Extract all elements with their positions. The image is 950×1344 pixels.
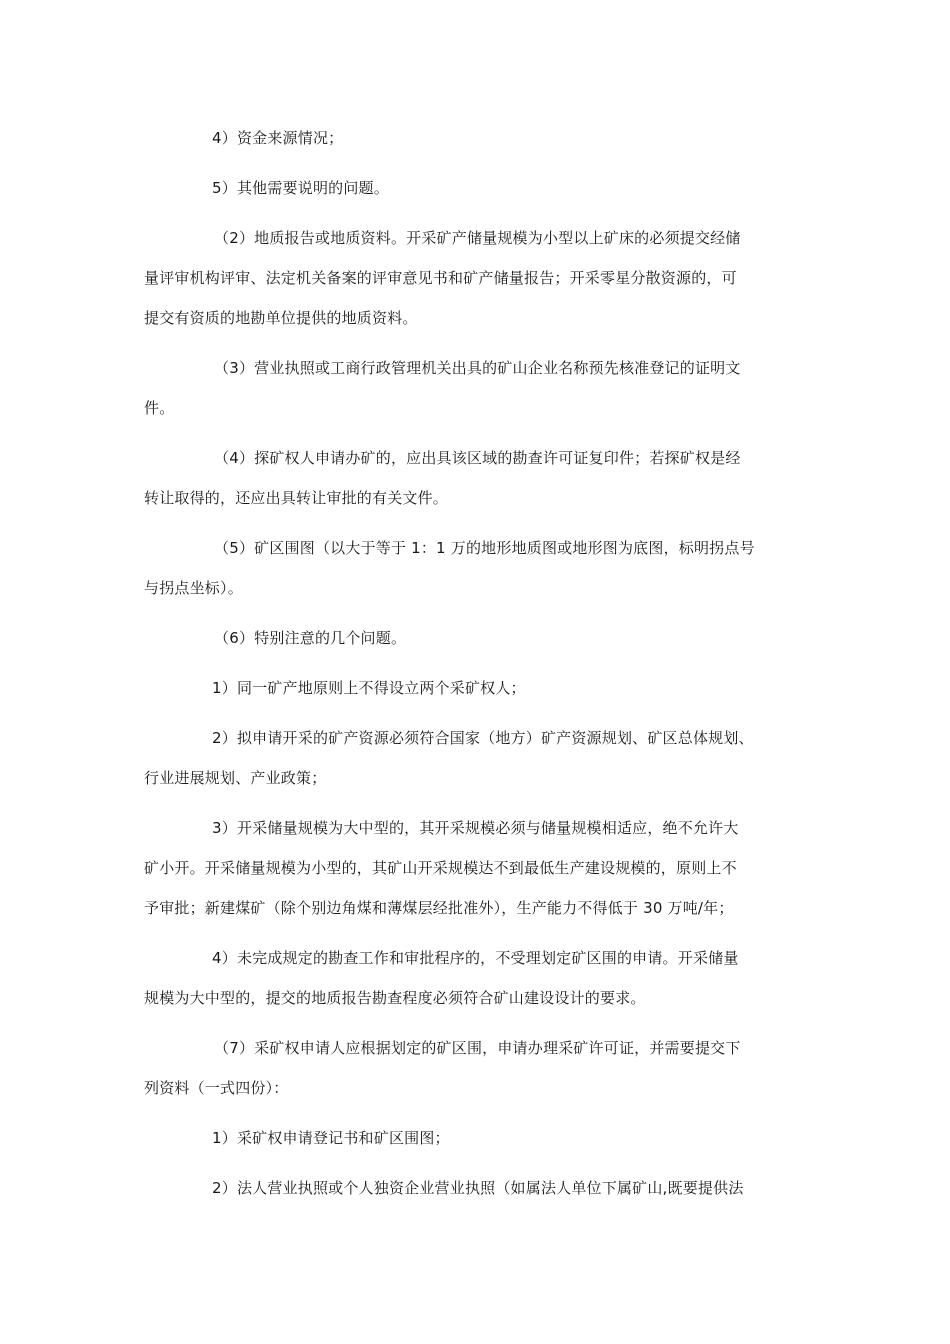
text-line: 与拐点坐标）。 [144,579,243,597]
text-line: 规模为大中型的，提交的地质报告勘查程度必须符合矿山建设设计的要求。 [144,989,646,1007]
text-line: 2）拟申请开采的矿产资源必须符合国家（地方）矿产资源规划、矿区总体规划、 [212,729,754,747]
text-line: 行业进展规划、产业政策； [144,769,327,787]
text-line: 1）同一矿产地原则上不得设立两个采矿权人； [212,679,526,697]
text-line: 4）未完成规定的勘查工作和审批程序的，不受理划定矿区围的申请。开采储量 [212,949,739,967]
text-line: 5）其他需要说明的问题。 [212,179,389,197]
text-line: （5）矿区围图（以大于等于 1：1 万的地形地质图或地形图为底图，标明拐点号 [214,539,755,557]
text-line: 转让取得的，还应出具转让审批的有关文件。 [144,489,449,507]
text-line: 矿小开。开采储量规模为小型的，其矿山开采规模达不到最低生产建设规模的，原则上不 [144,859,737,877]
text-line: 3）开采储量规模为大中型的，其开采规模必须与储量规模相适应，绝不允许大 [212,819,739,837]
text-line: 列资料（一式四份）： [144,1079,289,1097]
text-line: （6）特别注意的几个问题。 [214,629,407,647]
text-line: （3）营业执照或工商行政管理机关出具的矿山企业名称预先核准登记的证明文 [214,359,741,377]
text-line: 提交有资质的地勘单位提供的地质资料。 [144,309,418,327]
text-line: （4）探矿权人申请办矿的，应出具该区域的勘查许可证复印件；若探矿权是经 [214,449,741,467]
text-line: （7）采矿权申请人应根据划定的矿区围，申请办理采矿许可证，并需要提交下 [214,1039,741,1057]
text-line: 量评审机构评审、法定机关备案的评审意见书和矿产储量报告；开采零星分散资源的，可 [144,269,737,287]
text-line: 2）法人营业执照或个人独资企业营业执照（如属法人单位下属矿山,既要提供法 [212,1179,744,1197]
text-line: （2）地质报告或地质资料。开采矿产储量规模为小型以上矿床的必须提交经储 [214,229,741,247]
text-line: 件。 [144,399,175,417]
text-line: 予审批；新建煤矿（除个别边角煤和薄煤层经批准外），生产能力不得低于 30 万吨/年； [144,899,734,917]
text-line: 1）采矿权申请登记书和矿区围图； [212,1129,450,1147]
text-line: 4）资金来源情况； [212,129,344,147]
